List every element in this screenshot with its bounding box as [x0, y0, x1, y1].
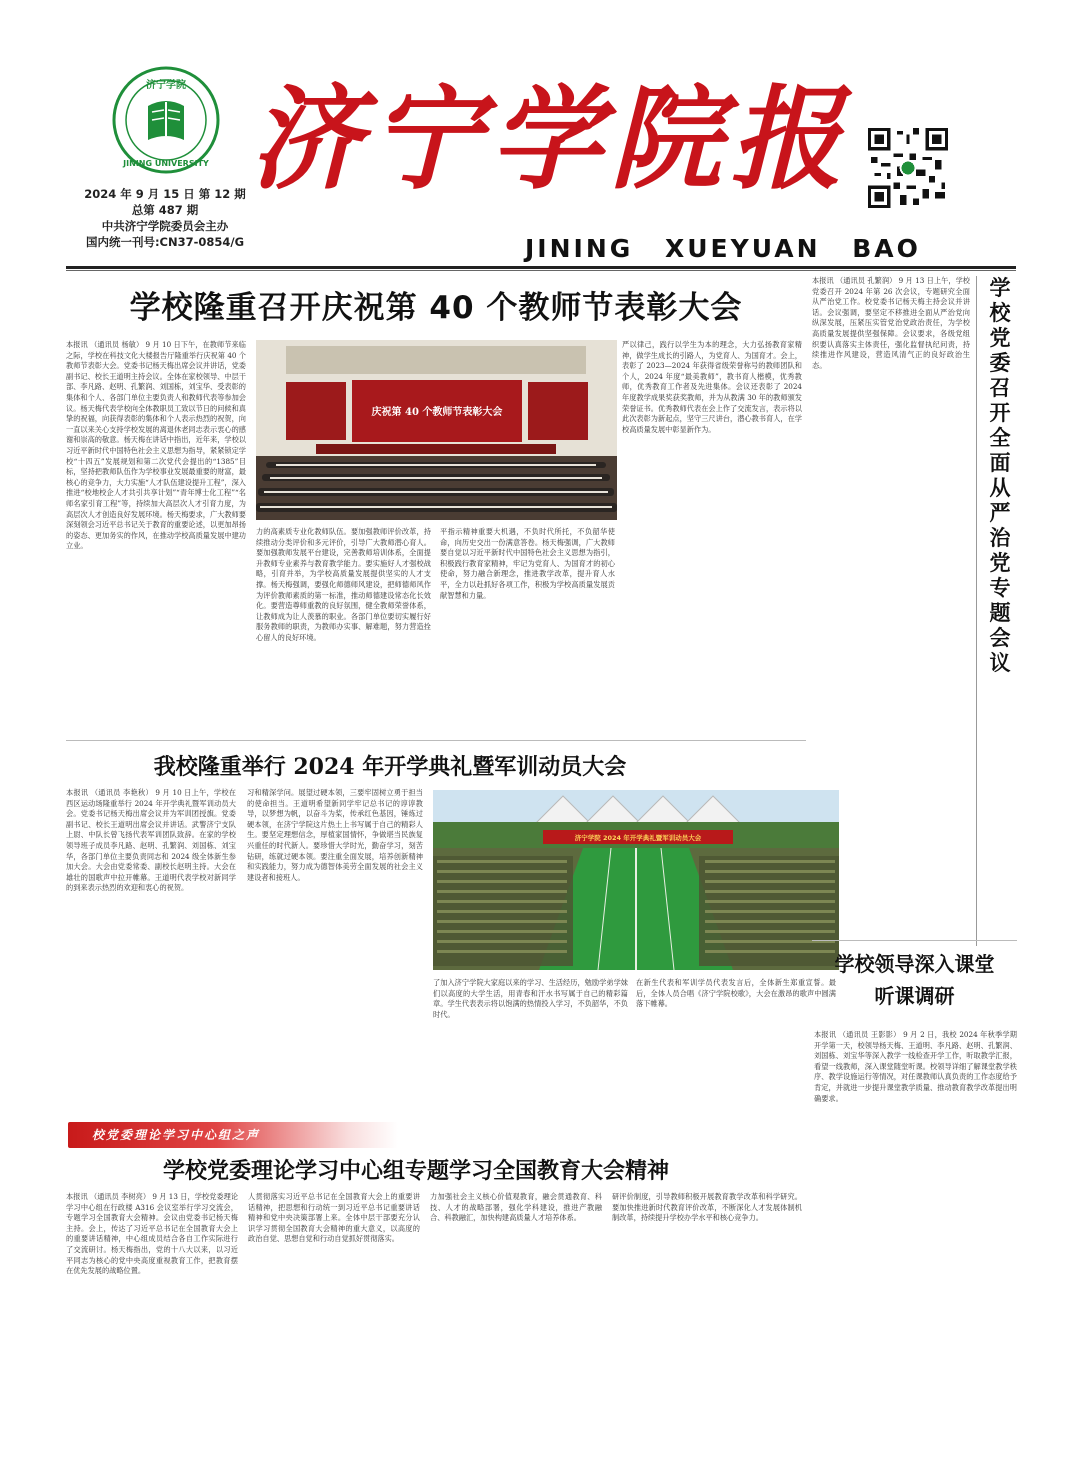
masthead-rule [66, 266, 1016, 269]
headline-theory-study[interactable]: 学校党委理论学习中心组专题学习全国教育大会精神 [162, 1158, 669, 1184]
article-opening-col2: 习和精深学问。展望过硬本领，三要牢固树立勇于担当的使命担当。王道明希望新同学牢记总书记的谆谆教导，以梦想为帆，以奋斗为桨，传承红色基因，锤炼过硬本领，在济宁学院这片热土上书写属于自己的精彩人生。要坚定理想信念，厚植家国情怀，争做堪当民族复兴重任的时代新人。要珍惜大学时光，勤奋学习，刻苦钻研，练就过硬本领。要注重全面发展，培养创新精神和实践能力，努力成为德智体美劳全面发展的社会主义建设者和接班人。 [247, 788, 423, 882]
article-teachers-day-col2: 力的高素质专业化教师队伍。要加强教师评价改革，持续推动分类评价和多元评价，引导广大教师潜心育人。要加强教师发展平台建设，完善教师培训体系，全面提升教师专业素养与教育教学能力。要实施好人才强校战略，引育并举，为学校高质量发展提供坚实的人才支撑。杨天梅强调，要强化师德师风建设，把师德师风作为评价教师素质的第一标准，推动师德建设常态化长效化。要营造尊师重教的良好氛围，健全教师荣誉体系，让教师成为让人羡慕的职业。各部门单位要切实履行好服务教师的职责，为教师办实事、解难题，努力营造拴心留人的良好环境。 [256, 527, 431, 642]
article-teachers-day-col4: 严以律己，践行以学生为本的理念，大力弘扬教育家精神，做学生成长的引路人，为党育人、为国育才。会上，表彰了 2023—2024 年获得省级荣誉称号的教师团队和个人，2024 年度“最美教师”，教书育人楷模，优秀教师，优秀教育工作者及先进集体。会议还表彰了 2024 年度教学成果奖获奖教师，并为从教满 30 年的教师颁发荣誉证书。优秀教师代表在会上作了交流发言，表示将以此次表彰为新起点，坚守三尺讲台，潜心教书育人，在学校高质量发展中彰显新作为。 [622, 340, 802, 434]
headline-teachers-day[interactable]: 学校隆重召开庆祝第 40 个教师节表彰大会 [129, 290, 743, 326]
article-classroom-visit: 本报讯 （通讯员 王影影） 9 月 2 日，我校 2024 年秋季学期开学第一天，校领导杨天梅、王道明、李凡路、赵明、孔繁润、刘国栋、刘宝华等深入教学一线检查开学工作，听取教学汇报，看望一线教师，深入课堂随堂听课。校领导详细了解课堂教学秩序、教学设施运行等情况，对任课教师认真负责的工作态度给予肯定，并就进一步提升课堂教学质量、推动教育教学改革提出明确要求。 [814, 1030, 1017, 1103]
cn-number: 国内统一刊号:CN37-0854/G [85, 235, 245, 249]
article-theory-col2: 人贯彻落实习近平总书记在全国教育大会上的重要讲话精神，把思想和行动统一到习近平总书记重要讲话精神和党中央决策部署上来。全体中层干部要充分认识学习贯彻全国教育大会精神的重大意义，以高度的政治自觉、思想自觉和行动自觉抓好贯彻落实。 [248, 1192, 420, 1244]
stage-banner-text: 庆祝第 40 个教师节表彰大会 [371, 407, 503, 418]
photo-military-training [433, 790, 839, 970]
headline-opening-ceremony[interactable]: 我校隆重举行 2024 年开学典礼暨军训动员大会 [153, 754, 627, 780]
university-logo [112, 66, 220, 174]
headline-classroom-visit-line2: 听课调研 [874, 984, 955, 1008]
qr-code-icon[interactable] [868, 128, 948, 208]
article-theory-col3: 力加强社会主义核心价值观教育，融会贯通教育、科技、人才的战略部署，强化学科建设，推进产教融合、科教融汇，加快构建高质量人才培养体系。 [430, 1192, 602, 1223]
sponsor: 中共济宁学院委员会主办 [101, 219, 229, 233]
article-opening-col3: 了加入济宁学院大家庭以来的学习、生活经历，勉励学弟学妹们以高度的大学生活，用青春和汗水书写属于自己的精彩篇章。学生代表表示将以饱满的热情投入学习，不负韶华，不负时代。 [433, 978, 628, 1019]
logo-english-text: JINING UNIVERSITY [123, 159, 209, 168]
sidebar-divider [812, 940, 1017, 941]
headline-classroom-visit[interactable] [812, 948, 1017, 1012]
article-opening-col4: 在新生代表和军训学员代表发言后，全体新生郑重宣誓。最后，全体人员合唱《济宁学院校歌》，大会在激昂的歌声中圆满落下帷幕。 [636, 978, 836, 1009]
field-banner-text: 济宁学院 2024 年开学典礼暨军训动员大会 [574, 834, 702, 842]
publication-info [70, 186, 260, 250]
section-divider [66, 740, 806, 741]
masthead-pinyin: JINING XUEYUAN BAO [525, 234, 921, 263]
photo-teachers-day-meeting [256, 340, 617, 520]
theory-column-banner-text: 校党委理论学习中心组之声 [92, 1128, 261, 1142]
theory-column-banner [68, 1122, 398, 1148]
article-opening-col1: 本报讯 （通讯员 李艳秋） 9 月 10 日上午，学校在西区运动场隆重举行 2024 年开学典礼暨军训动员大会。党委书记杨天梅出席会议并为军训团授旗。党委副书记、校长王道明出席会议并讲话。武警济宁支队上尉、中队长曾飞扬代表军训团队致辞。在家的学校领导班子成员李凡路、赵明、孔繁润、刘国栋、刘宝华，各部门单位主要负责同志和 2024 级全体新生参加大会。大会由党委常委、副校长赵明主持。大会在雄壮的国歌声中拉开帷幕。王道明代表学校对新同学的到来表示热烈的欢迎和衷心的祝贺。 [66, 788, 236, 893]
masthead-title-text: 济宁学院报 [250, 74, 850, 205]
total-issue: 总第 487 期 [131, 203, 199, 217]
headline-classroom-visit-line1: 学校领导深入课堂 [834, 952, 995, 976]
article-party-meeting: 本报讯 （通讯员 孔繁润） 9 月 13 日上午，学校党委召开 2024 年第 26 次会议，专题研究全面从严治党工作。校党委书记杨天梅主持会议并讲话。会议强调，要坚定不移推进全面从严治党向纵深发展，压紧压实管党治党政治责任，为学校高质量发展提供坚强保障。会议要求，各级党组织要认真落实主体责任，强化监督执纪问责，持续推进作风建设，营造风清气正的良好政治生态。 [812, 276, 970, 370]
sidebar-vertical-rule [976, 276, 977, 946]
article-teachers-day-col3: 平指示精神重要大机遇，不负时代所托，不负韶华使命，向历史交出一份满意答卷。杨天梅强调，广大教师要自觉以习近平新时代中国特色社会主义思想为指引，积极践行教育家精神，牢记为党育人、为国育才的初心使命，努力融合新理念，推进教学改革，提升育人水平，全力以赴抓好各项工作，积极为学校高质量发展贡献智慧和力量。 [440, 527, 615, 600]
masthead-title [250, 60, 850, 210]
article-theory-col1: 本报讯 （通讯员 李树亮） 9 月 13 日，学校党委理论学习中心组在行政楼 A316 会议室举行学习交流会，专题学习全国教育大会精神。会议由党委书记杨天梅主持。会上，传达了习近平总书记在全国教育大会上的重要讲话精神，中心组成员结合各自工作实际进行了交流研讨。杨天梅指出，党的十八大以来，以习近平同志为核心的党中央高度重视教育工作，把教育摆在优先发展的战略位置。 [66, 1192, 238, 1276]
masthead-rule-thin [66, 270, 1016, 271]
article-teachers-day-col1: 本报讯 （通讯员 杨敏） 9 月 10 日下午，在教师节来临之际，学校在科技文化大楼报告厅隆重举行庆祝第 40 个教师节表彰大会。党委书记杨天梅出席会议并讲话，党委副书记、校长王道明主持会议。全体在家校领导、中层干部、李凡路、赵明、孔繁润、刘国栋，刘宝华、受表彰的集体和个人、各部门单位主要负责人和教师代表等参加会议。杨天梅代表学校向全体教职员工致以节日的问候和真挚的祝福，向获得表彰的集体和个人表示热烈的祝贺，向一直以来关心支持学校发展的离退休老同志表示衷心的感谢和崇高的敬意。杨天梅在讲话中指出，近年来，学校以习近平新时代中国特色社会主义思想为指导，紧紧锁定学校“十四五”发展规划和第二次党代会提出的“1385”目标，坚持把教师队伍作为学校事业发展最重要的财富，最核心的竞争力，大力实施“人才队伍建设提升工程”，深入推进“校地校企人才共引共享计划”“青年博士化工程”“名师名家引育工程”等，持续加大高层次人才引育力度，为高层次人才创造良好发展环境。杨天梅要求，广大教师要深刻领会习近平总书记关于教育的重要论述，以更加昂扬的姿态、更加务实的作风，在推动学校高质量发展中建功立业。 [66, 340, 246, 551]
issue-date: 2024 年 9 月 15 日 第 12 期 [84, 187, 246, 201]
article-theory-col4: 研评价制度，引导教师积极开展教育教学改革和科学研究。要加快推进新时代教育评价改革，不断深化人才发展体制机制改革，持续提升学校办学水平和核心竞争力。 [612, 1192, 802, 1223]
logo-chinese-text: 济宁学院 [146, 80, 186, 91]
headline-party-meeting-vertical[interactable]: 学校党委召开全面从严治党专题会议 [989, 276, 1011, 675]
